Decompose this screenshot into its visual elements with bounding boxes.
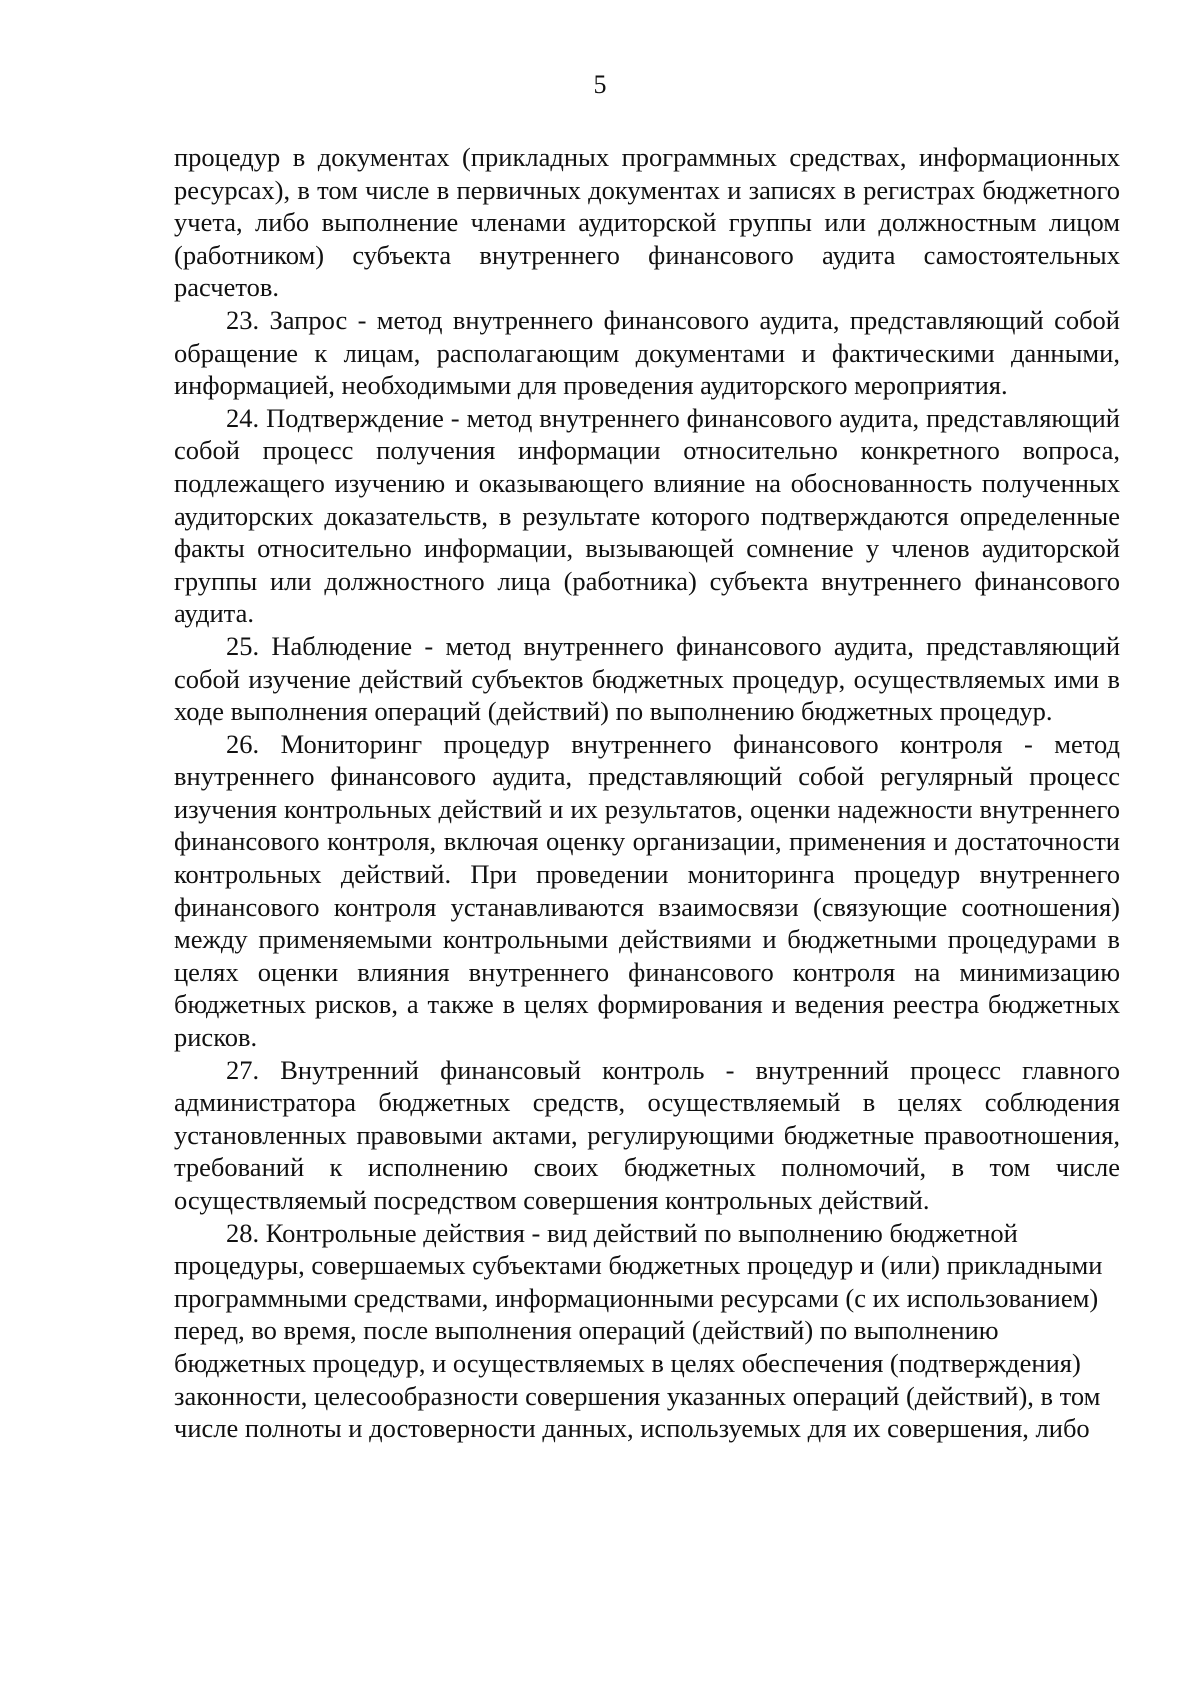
paragraph-item-27: 27. Внутренний финансовый контроль - внутренний процесс главного администратора бюджетных средств, осуществляемый в целях соблюдения установленных правовыми актами, регулирующими бюджетные правоотношения, требований к исполнению своих бюджетных полномочий, в том числе осуществляемый посредством совершения контрольных действий. (174, 1054, 1120, 1215)
paragraph-item-23: 23. Запрос - метод внутреннего финансового аудита, представляющий собой обращение к лицам, располагающим документами и фактическими данными, информацией, необходимыми для проведения аудиторского мероприятия. (174, 304, 1120, 401)
paragraph-item-25: 25. Наблюдение - метод внутреннего финансового аудита, представляющий собой изучение действий субъектов бюджетных процедур, осуществляемых ими в ходе выполнения операций (действий) по выполнению бюджетных процедур. (174, 630, 1120, 727)
paragraph-continuation: процедур в документах (прикладных программных средствах, информационных ресурсах), в том числе в первичных документах и записях в регистрах бюджетного учета, либо выполнение членами аудиторской группы или должностным лицом (работником) субъекта внутреннего финансового аудита самостоятельных расчетов. (174, 142, 1120, 303)
document-body (174, 141, 1120, 1445)
page-number: 5 (593, 70, 607, 99)
paragraph-item-24: 24. Подтверждение - метод внутреннего финансового аудита, представляющий собой процесс получения информации относительно конкретного вопроса, подлежащего изучению и оказывающего влияние на обоснованность полученных аудиторских доказательств, в результате которого подтверждаются определенные факты относительно информации, вызывающей сомнение у членов аудиторской группы или должностного лица (работника) субъекта внутреннего финансового аудита. (174, 402, 1120, 629)
paragraph-item-26: 26. Мониторинг процедур внутреннего финансового контроля - метод внутреннего финансового аудита, представляющий собой регулярный процесс изучения контрольных действий и их результатов, оценки надежности внутреннего финансового контроля, включая оценку организации, применения и достаточности контрольных действий. При проведении мониторинга процедур внутреннего финансового контроля устанавливаются взаимосвязи (связующие соотношения) между применяемыми контрольными действиями и бюджетными процедурами в целях оценки влияния внутреннего финансового контроля на минимизацию бюджетных рисков, а также в целях формирования и ведения реестра бюджетных рисков. (174, 728, 1120, 1053)
paragraph-item-28: 28. Контрольные действия - вид действий по выполнению бюджетной процедуры, совершаемых субъектами бюджетных процедур и (или) прикладными программными средствами, информационными ресурсами (с их использованием) перед, во время, после выполнения операций (действий) по выполнению бюджетных процедур, и осуществляемых в целях обеспечения (подтверждения) законности, целесообразности совершения указанных операций (действий), в том числе полноты и достоверности данных, используемых для их совершения, либо (174, 1217, 1103, 1444)
